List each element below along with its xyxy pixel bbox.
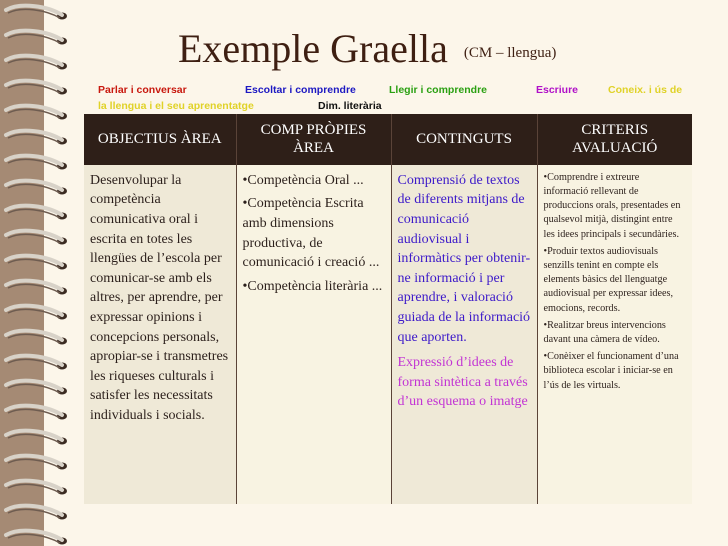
title-text: Exemple Graella xyxy=(178,26,448,71)
spiral-binding xyxy=(0,0,80,546)
criteri-item: •Realitzar breus intervencions davant una càmera de vídeo. xyxy=(543,319,666,346)
cell-continguts xyxy=(391,165,537,504)
cell-objectius: Desenvolupar la competència comunicativa oral i escrita en totes les llengües de l’escola per comunicar-se amb els altres, per aprendre, per expressar opinions i concepcions personals, apropiar-se i transmetres les riqueses culturals i satisfer les necessitats individuals i socials. xyxy=(84,165,236,504)
header-row xyxy=(84,114,692,165)
content-row xyxy=(84,165,692,504)
competencia-item: •Competència Escrita amb dimensions productiva, de comunicació i creació ... xyxy=(242,196,380,271)
cell-criteris xyxy=(537,165,692,504)
competencia-item: •Competència Oral ... xyxy=(242,172,364,188)
strand-parlar: Parlar i conversar xyxy=(98,84,187,96)
criteri-item: •Comprendre i extreure informació rellevant de produccions orals, presentades en qualsevol mitjà, distingint entre les idees principals i secundàries. xyxy=(543,171,681,240)
strand-coneixement: Coneix. i ús de xyxy=(608,84,683,96)
header-criteris: CRITERIS AVALUACIÓ xyxy=(537,114,692,165)
slide-title xyxy=(178,26,698,76)
contingut-item: Expressió d’idees de forma sintètica a través d’un esquema o imatge xyxy=(397,355,528,410)
strand-literaria: Dim. literària xyxy=(318,100,382,112)
strand-coneixement-cont: la llengua i el seu aprenentatge xyxy=(98,100,254,112)
cell-competencies xyxy=(236,165,391,504)
contingut-item: Comprensió de textos de diferents mitjans de comunicació audiovisual i informàtics per obtenir-ne informació i per aprendre, i valoració guiada de la informació que aporten. xyxy=(397,172,531,345)
curriculum-strands xyxy=(98,84,698,118)
header-continguts: CONTINGUTS xyxy=(391,114,537,165)
criteri-item: •Produir textos audiovisuals senzills tenint en compte els elements bàsics del llenguatge audiovisual per expressar idees, emocions, records. xyxy=(543,245,674,314)
grid-table xyxy=(84,114,692,504)
competencia-item: •Competència literària ... xyxy=(242,278,383,294)
strand-escriure: Escriure xyxy=(536,84,579,96)
strand-llegir: Llegir i comprendre xyxy=(389,84,488,96)
header-competencies: COMP PRÒPIES ÀREA xyxy=(236,114,391,165)
criteri-item: •Conèixer el funcionament d’una biblioteca escolar i iniciar-se en l’ús de les virtuals. xyxy=(543,351,679,391)
header-objectius: OBJECTIUS ÀREA xyxy=(84,114,236,165)
title-subtitle: (CM – llengua) xyxy=(463,44,557,61)
strand-escoltar: Escoltar i comprendre xyxy=(245,84,356,96)
